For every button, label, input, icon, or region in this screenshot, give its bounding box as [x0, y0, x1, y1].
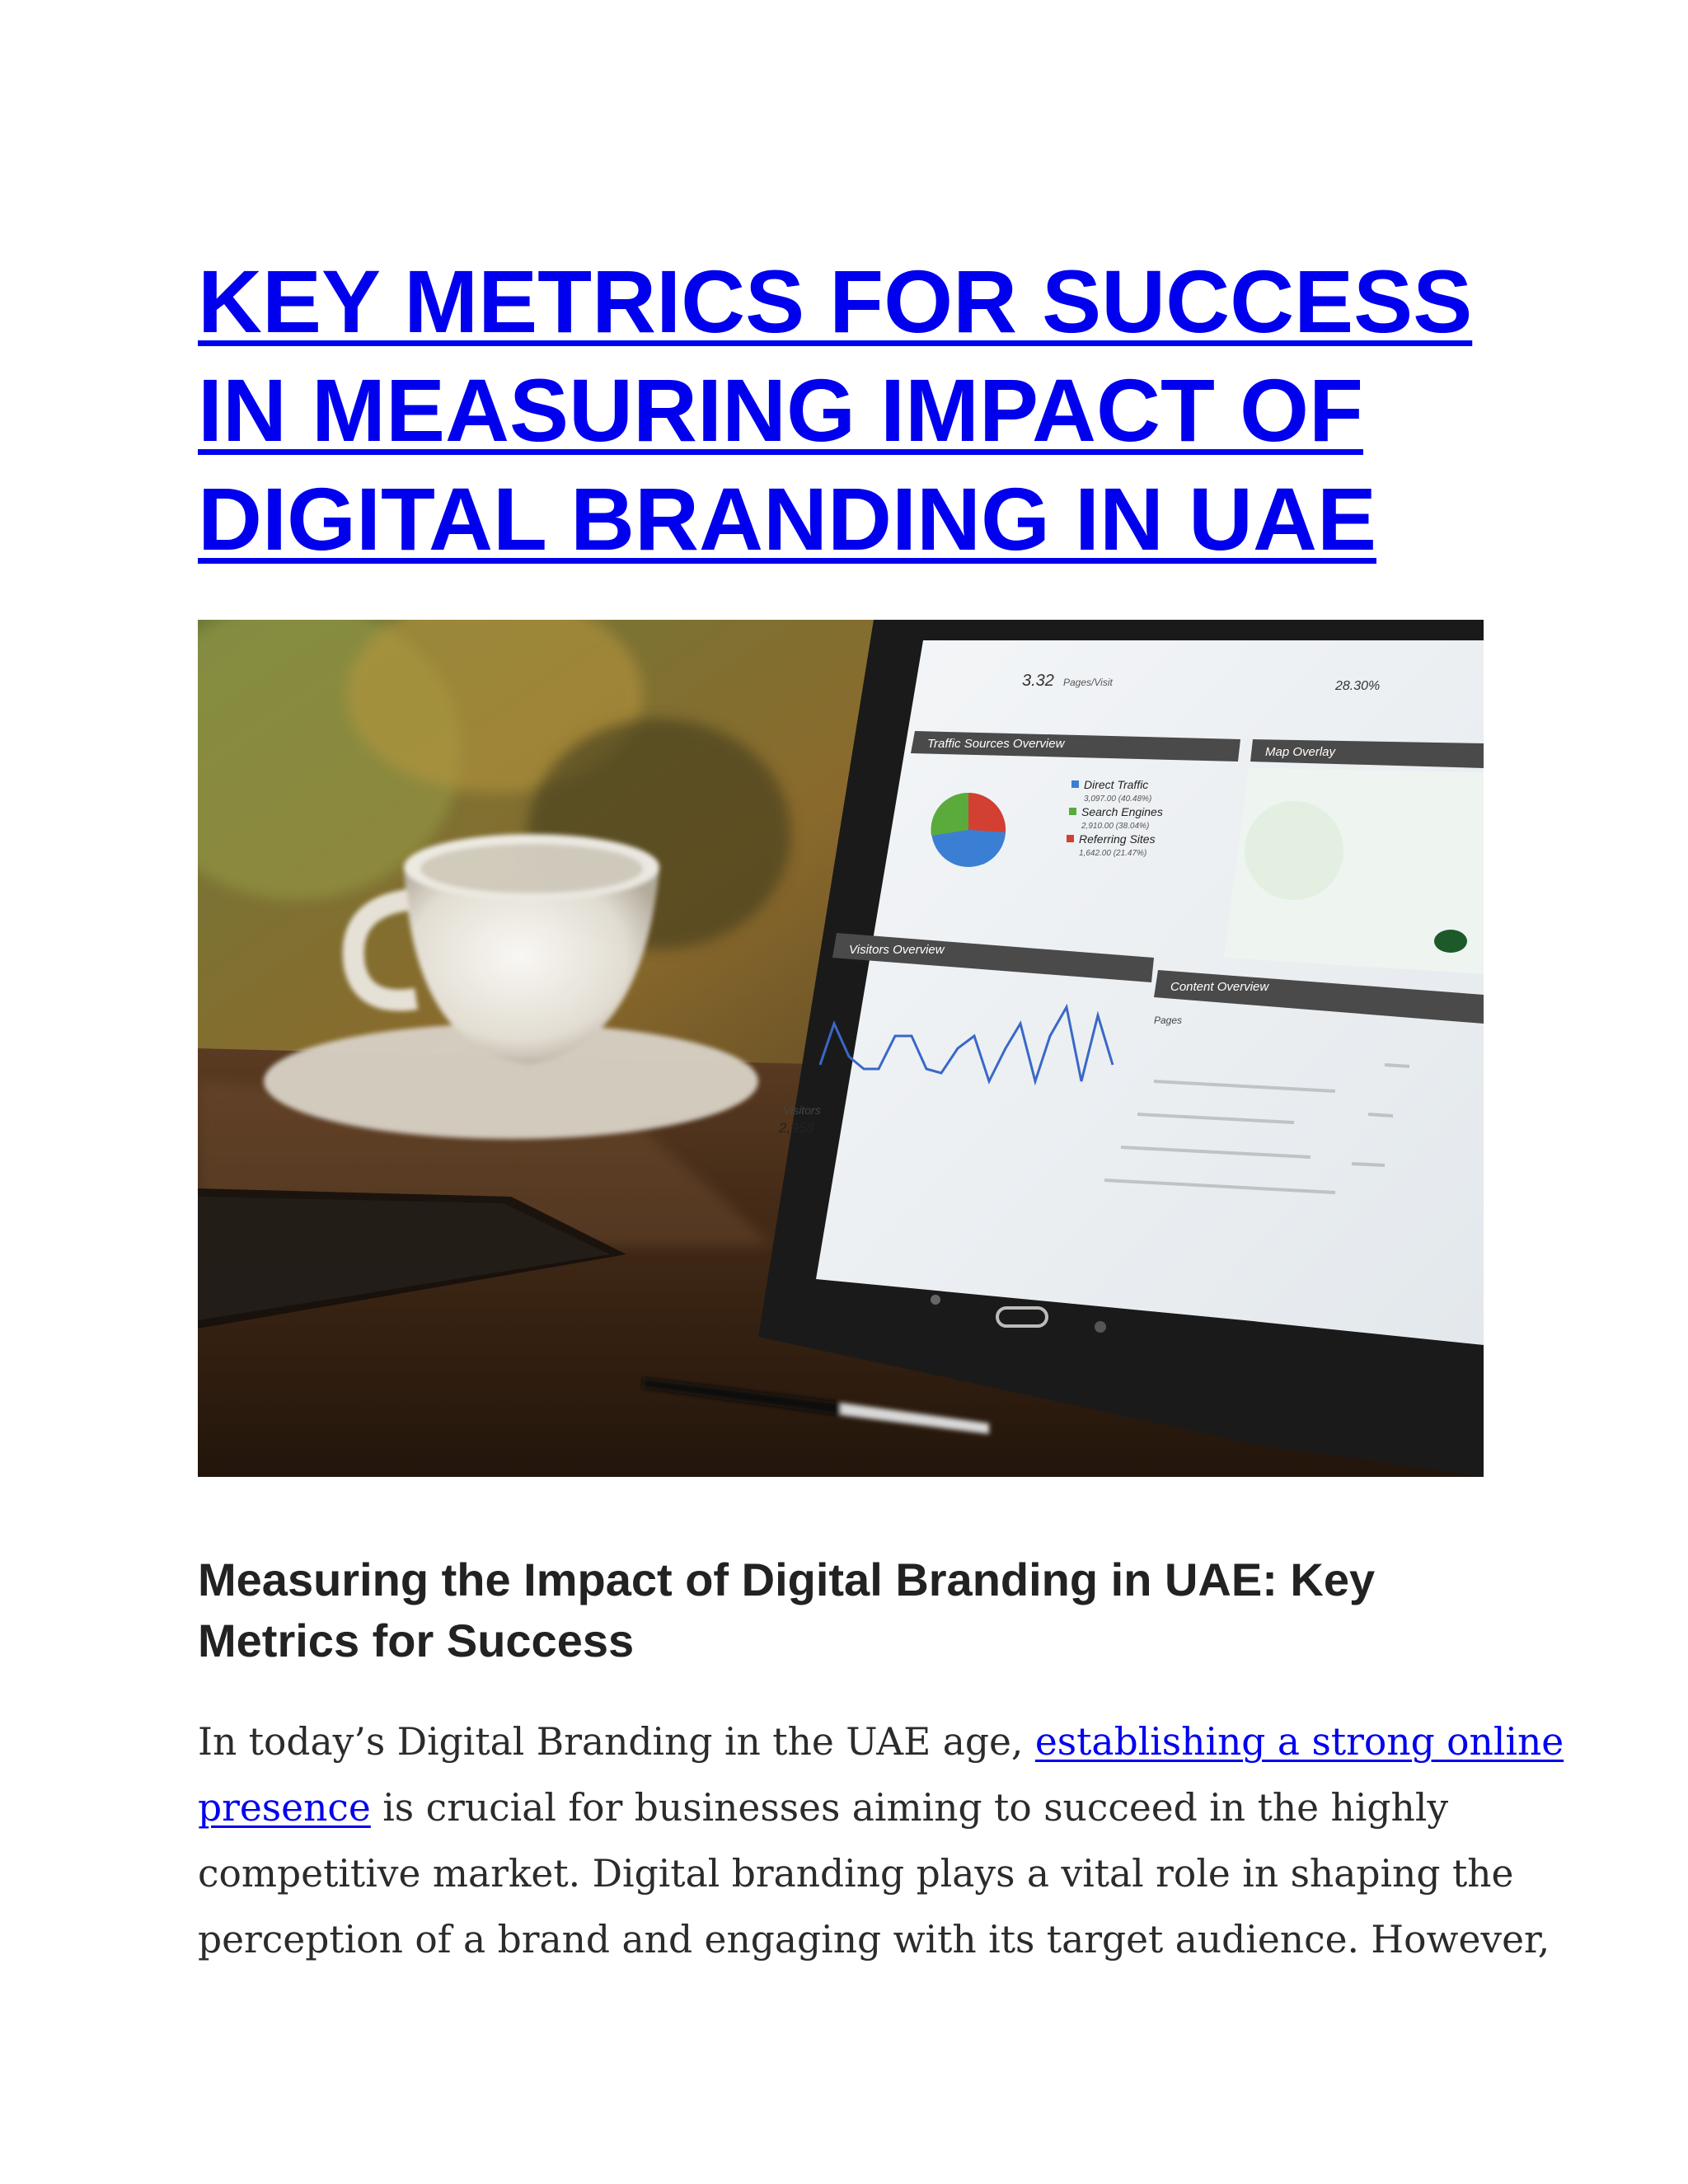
panel-visitors-title: Visitors Overview: [849, 943, 945, 957]
legend-value: 2,910.00 (38.04%): [1081, 822, 1150, 831]
tablet-analytics-photo: [198, 620, 1484, 1477]
online-presence-link[interactable]: presence: [198, 1786, 371, 1830]
intro-paragraph: [198, 1709, 1564, 1973]
panel-traffic-title: Traffic Sources Overview: [927, 737, 1065, 751]
legend-swatch: [1067, 835, 1074, 842]
paragraph-text: is crucial for businesses aiming to succeed in the highly: [370, 1786, 1449, 1830]
legend-swatch: [1071, 780, 1079, 788]
pie-chart: [931, 793, 1006, 867]
title-line: DIGITAL BRANDING IN UAE: [198, 469, 1376, 569]
visitors-label: Visitors: [783, 1104, 821, 1117]
title-line: KEY METRICS FOR SUCCESS: [198, 251, 1473, 351]
legend-label: Search Engines: [1081, 805, 1163, 818]
legend-label: Direct Traffic: [1084, 778, 1149, 791]
paragraph-text: In today’s Digital Branding in the UAE age,: [198, 1720, 1024, 1764]
panel-content-title: Content Overview: [1170, 980, 1269, 994]
page-title: [198, 247, 1517, 574]
legend-value: 1,642.00 (21.47%): [1079, 849, 1147, 858]
hero-image: [198, 620, 1484, 1477]
title-link[interactable]: [198, 247, 1517, 574]
title-line: IN MEASURING IMPACT OF: [198, 360, 1363, 460]
paragraph-line: perception of a brand and engaging with its target audience. However,: [198, 1918, 1550, 1961]
panel-map-title: Map Overlay: [1265, 745, 1336, 759]
paragraph-line: [198, 1775, 1533, 1841]
legend-value: 3,097.00 (40.48%): [1084, 794, 1152, 804]
legend-label: Referring Sites: [1079, 832, 1156, 846]
paragraph-line: [198, 1709, 1564, 1775]
legend-swatch: [1069, 808, 1076, 815]
paragraph-line: competitive market. Digital branding plays a vital role in shaping the: [198, 1852, 1514, 1896]
top-stat: 3.32: [1022, 672, 1054, 690]
top-stat-label: Pages/Visit: [1063, 677, 1113, 688]
visitors-value: 2,958: [779, 1120, 814, 1136]
section-heading: Measuring the Impact of Digital Branding in UAE: Key Metrics for Success: [198, 1554, 1376, 1666]
content-col-header: Pages: [1154, 1015, 1183, 1026]
top-right-stat: 28.30%: [1335, 679, 1381, 693]
online-presence-link[interactable]: establishing a strong online: [1034, 1720, 1564, 1764]
